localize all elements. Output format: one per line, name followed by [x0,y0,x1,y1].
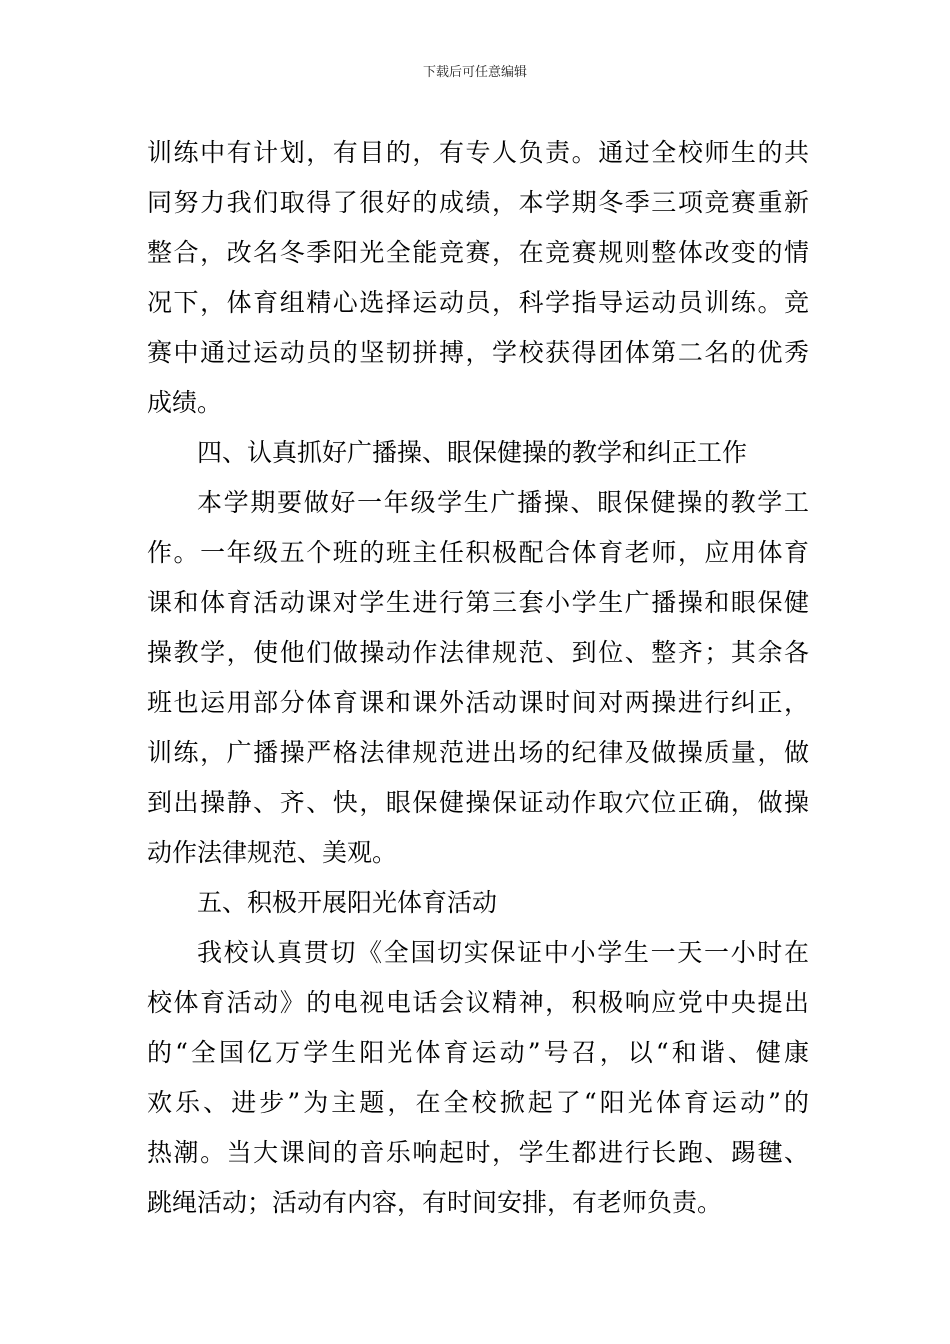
text-line: 跳绳活动；活动有内容，有时间安排，有老师负责。 [147,1188,723,1217]
section-heading [147,878,809,928]
text-line: 的“全国亿万学生阳光体育运动”号召，以“和谐、健康 [147,1038,809,1067]
text-line: 况下，体育组精心选择运动员，科学指导运动员训练。竞 [147,288,809,317]
text-line: 整合，改名冬季阳光全能竞赛，在竞赛规则整体改变的情 [147,238,809,267]
text-line: 训练，广播操严格法律规范进出场的纪律及做操质量，做 [147,738,809,767]
text-line: 训练中有计划，有目的，有专人负责。通过全校师生的共 [147,138,809,167]
text-line: 班也运用部分体育课和课外活动课时间对两操进行纠正， [147,688,809,717]
text-line: 我校认真贯切《全国切实保证中小学生一天一小时在 [197,938,809,967]
section-heading-text: 四、认真抓好广播操、眼保健操的教学和纠正工作 [197,438,748,467]
text-line: 操教学，使他们做操动作法律规范、到位、整齐；其余各 [147,638,809,667]
text-line: 到出操静、齐、快，眼保健操保证动作取穴位正确，做操 [147,788,809,817]
text-line: 欢乐、进步”为主题，在全校掀起了“阳光体育运动”的 [147,1088,809,1117]
text-line: 动作法律规范、美观。 [147,838,398,867]
document-body [147,128,809,1228]
text-line: 课和体育活动课对学生进行第三套小学生广播操和眼保健 [147,588,809,617]
text-line: 成绩。 [147,388,223,417]
paragraph [147,928,809,1228]
text-line: 赛中通过运动员的坚韧拼搏，学校获得团体第二名的优秀 [147,338,809,367]
text-line: 作。一年级五个班的班主任积极配合体育老师，应用体育 [147,538,809,567]
page-header-note: 下载后可任意编辑 [422,65,527,80]
paragraph [147,478,809,878]
section-heading [147,428,809,478]
paragraph [147,128,809,428]
text-line: 同努力我们取得了很好的成绩，本学期冬季三项竞赛重新 [147,188,809,217]
text-line: 热潮。当大课间的音乐响起时，学生都进行长跑、踢毽、 [147,1138,809,1167]
text-line: 校体育活动》的电视电话会议精神，积极响应党中央提出 [147,988,809,1017]
text-line: 本学期要做好一年级学生广播操、眼保健操的教学工 [197,488,809,517]
section-heading-text: 五、积极开展阳光体育活动 [197,888,498,917]
